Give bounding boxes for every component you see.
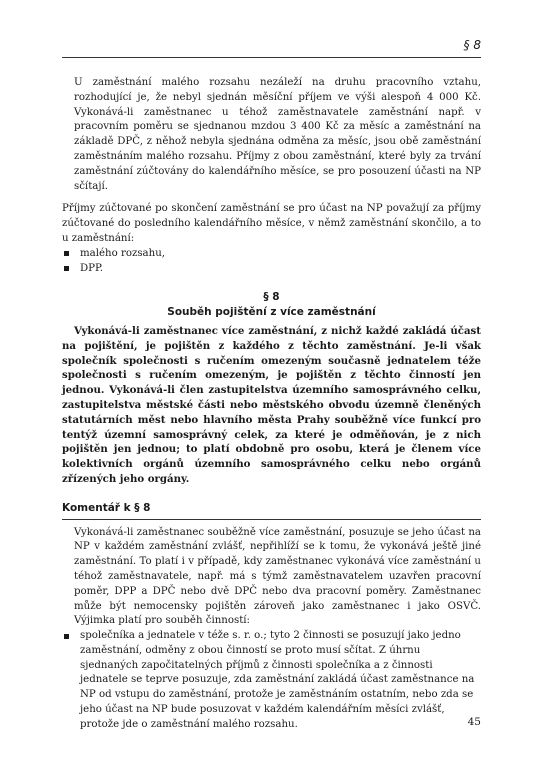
running-header-section: § 8 [463,38,481,52]
list-item: společníka a jednatele v téže s. r. o.; tyto 2 činnosti se posuzují jako jedno zaměstnání, odměny z obou činností se proto musí sčítat. Z úhrnu sjednaných započitatelných příjmů z činnosti společníka a z činnosti jednatele se teprve posuzuje, zda zaměstnání zakládá účast zaměstnance na NP od vstupu do zaměstnání, protože je zaměstnáním ostatním, nebo zda se jeho účast na NP bude posuzovat v každém kalendářním měsíci zvlášť, protože jde o zaměstnání malého rozsahu. [62,629,481,733]
intro-paragraph-2: Příjmy zúčtované po skončení zaměstnání se pro účast na NP považují za příjmy zúčtované do posledního kalendářního měsíce, v němž zaměstnání skončilo, a to u zaměstnání: [62,203,481,244]
section-text: Vykonává-li zaměstnanec více zaměstnání, z nichž každé zakládá účast na pojištění, je pojištěn z každého z těchto zaměstnání. Je-li však společník společnosti s ručením omezeným současně jednatelem téže společnosti s ručením omezeným, je pojištěn z těchto činností jen jednou. Vykonává-li člen zastupitelstva územního samosprávného celku, zastupitelstva městské části nebo městského obvodu územně členěných statutárních měst nebo hlavního města Prahy souběžně více funkcí pro tentýž územní samosprávný celek, za které je odměňován, je z nich pojištěn jen jednou; to platí obdobně pro osobu, která je členem více kolektivních orgánů územního samosprávného celku nebo orgánů zřízených jeho orgány. [62,324,481,485]
list-item: DPP. [62,262,481,277]
section-number: § 8 [263,291,280,304]
intro-paragraph-1: U zaměstnání malého rozsahu nezáleží na druhu pracovního vztahu, rozhodující je, že nebyl sjednán měsíční příjem ve výši alespoň 4 000 Kč. Vykonává-li zaměstnanec u téhož zaměstnavatele zaměstnání např. v pracovním poměru se sjednanou mzdou 3 400 Kč za měsíc a zaměstnání na základě DPČ, z něhož nebyla sjednána odměna za měsíc, jsou obě zaměstnání zaměstnáním malého rozsahu. Příjmy z obou zaměstnání, které byly za trvání zaměstnání zúčtovány do kalendářního měsíce, se pro posouzení účasti na NP sčítají. [74,77,481,192]
list-item: malého rozsahu, [62,247,481,262]
commentary-heading: Komentář k § 8 [62,501,481,520]
section-title: Souběh pojištění z více zaměstnání [167,306,376,319]
header-rule [62,57,481,58]
intro-bullet-list [62,247,481,277]
commentary-paragraph: Vykonává-li zaměstnanec souběžně více zaměstnání, posuzuje se jeho účast na NP v každém zaměstnání zvlášť, nepřihlíží se k tomu, že vykonává ještě jiné zaměstnání. To platí i v případě, kdy zaměstnanec vykonává více zaměstnání u téhož zaměstnavatele, např. má s týmž zaměstnavatelem uzavřen pracovní poměr, DPP a DPČ nebo dvě DPČ nebo dva pracovní poměry. Zaměstnanec může být nemocensky pojištěn zároveň jako zaměstnanec i jako OSVČ. Výjimka platí pro souběh činností: [74,526,481,627]
commentary-bullet-list [62,629,481,733]
page-content [62,76,481,733]
page-number: 45 [467,716,481,728]
